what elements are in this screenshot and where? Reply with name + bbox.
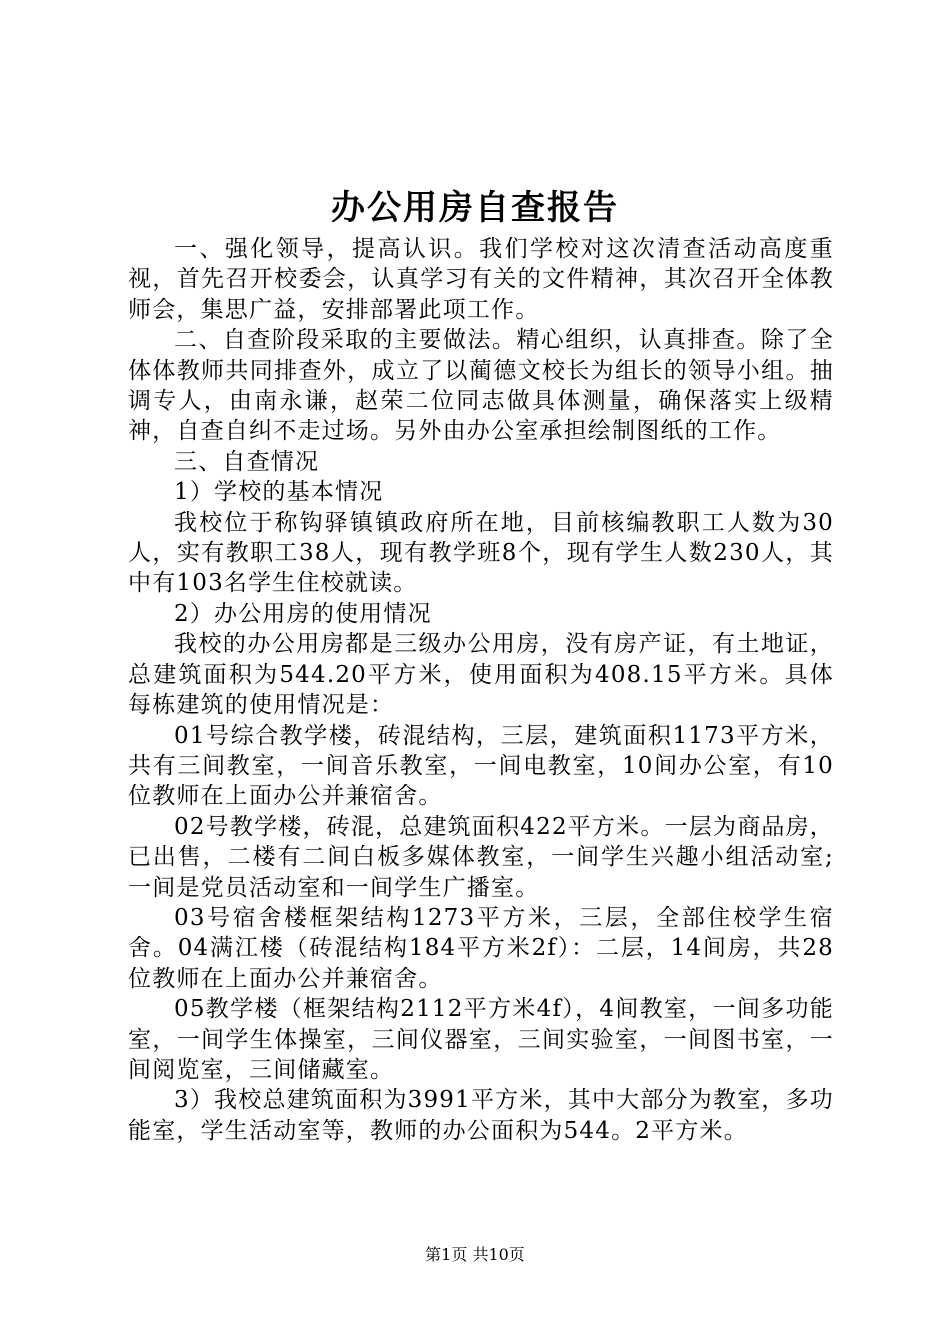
heading-basic-info: 1）学校的基本情况 — [174, 479, 384, 506]
heading-office-usage: 2）办公用房的使用情况 — [174, 600, 432, 627]
paragraph-building-05: 05教学楼（框架结构2112平方米4f），4间教室，一间多功能室，一间学生体操室，三间仪器室，三间实验室，一间图书室，一间阅览室，三间储藏室。 — [128, 996, 834, 1083]
document-title: 办公用房自查报告 — [331, 188, 619, 228]
page-footer: 第1页 共10页 — [425, 1245, 525, 1264]
document-body — [128, 234, 834, 1146]
paragraph-basic-info: 我校位于称钩驿镇镇政府所在地，目前核编教职工人数为30人，实有教职工38人，现有教学班8个，现有学生人数230人，其中有103名学生住校就读。 — [128, 509, 834, 597]
paragraph-building-03-04: 03号宿舍楼框架结构1273平方米，三层，全部住校学生宿舍。04满江楼（砖混结构184平方米2f）：二层，14间房，共28位教师在上面办公并兼宿舍。 — [128, 904, 834, 992]
paragraph-leadership: 一、强化领导，提高认识。我们学校对这次清查活动高度重视，首先召开校委会，认真学习有关的文件精神，其次召开全体教师会，集思广益，安排部署此项工作。 — [128, 236, 834, 323]
paragraph-office-usage: 我校的办公用房都是三级办公用房，没有房产证，有土地证，总建筑面积为544.20平方米，使用面积为408.15平方米。具体每栋建筑的使用情况是： — [128, 631, 834, 719]
paragraph-building-01: 01号综合教学楼，砖混结构，三层，建筑面积1173平方米，共有三间教室，一间音乐教室，一间电教室，10间办公室，有10位教师在上面办公并兼宿舍。 — [128, 722, 834, 810]
heading-self-check: 三、自查情况 — [174, 448, 320, 475]
paragraph-methods: 二、自查阶段采取的主要做法。精心组织，认真排查。除了全体体教师共同排查外，成立了以蔺德文校长为组长的领导小组。抽调专人，由南永谦，赵荣二位同志做具体测量，确保落实上级精神，自查自纠不走过场。另外由办公室承担绘制图纸的工作。 — [128, 327, 834, 445]
paragraph-total-area: 3）我校总建筑面积为3991平方米，其中大部分为教室，多功能室，学生活动室等，教师的办公面积为544。2平方米。 — [128, 1087, 834, 1144]
paragraph-building-02: 02号教学楼，砖混，总建筑面积422平方米。一层为商品房，已出售，二楼有二间白板多媒体教室，一间学生兴趣小组活动室;一间是党员活动室和一间学生广播室。 — [128, 813, 834, 901]
